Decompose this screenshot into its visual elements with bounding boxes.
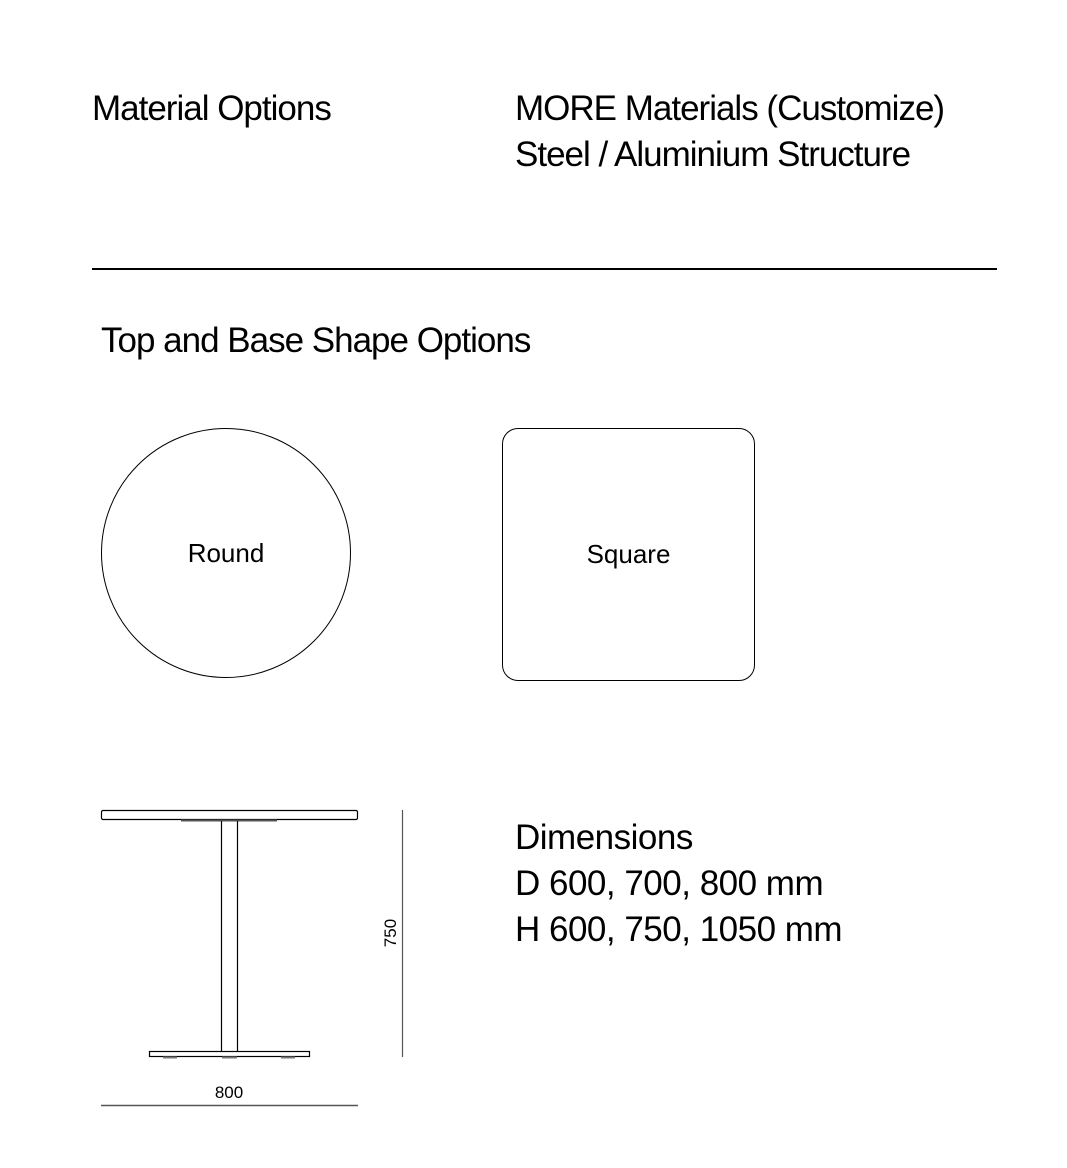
diameter-options: D 600, 700, 800 mm bbox=[515, 864, 824, 903]
width-dimension-label: 800 bbox=[214, 1083, 244, 1102]
square-shape-label: Square bbox=[586, 539, 671, 569]
dimensions-title: Dimensions bbox=[515, 818, 693, 857]
shape-options-title: Top and Base Shape Options bbox=[101, 321, 531, 360]
material-option-structure: Steel / Aluminium Structure bbox=[515, 135, 911, 174]
material-options-label: Material Options bbox=[92, 89, 331, 128]
material-option-customize: MORE Materials (Customize) bbox=[515, 89, 945, 128]
table-column bbox=[222, 821, 238, 1051]
height-options: H 600, 750, 1050 mm bbox=[515, 910, 843, 949]
dimensions-info bbox=[515, 815, 842, 953]
table-base bbox=[150, 1052, 310, 1058]
height-dimension-label: 750 bbox=[381, 918, 400, 948]
table-top bbox=[102, 811, 358, 821]
round-shape-label: Round bbox=[187, 537, 265, 568]
